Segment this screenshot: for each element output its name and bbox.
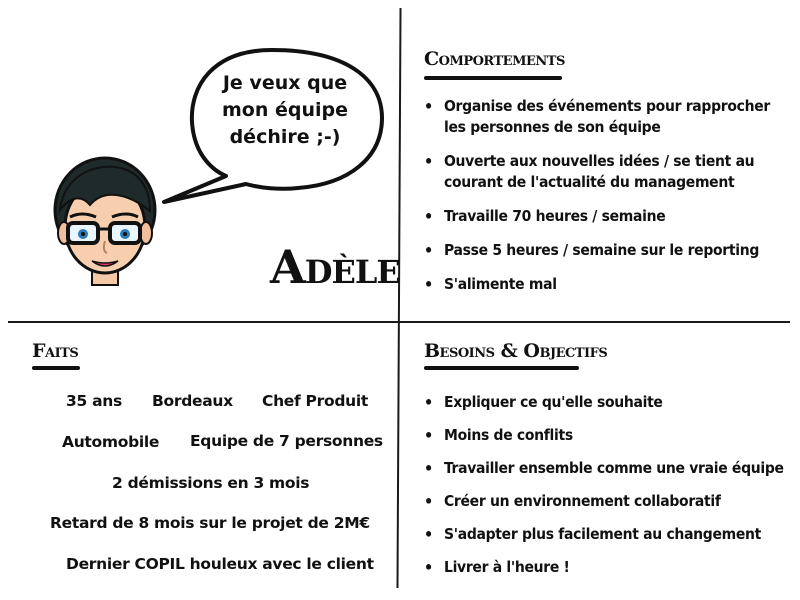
fact-item: Equipe de 7 personnes	[190, 432, 383, 450]
list-item: • Livrer à l'heure !	[422, 557, 792, 578]
fact-item: Bordeaux	[152, 392, 233, 410]
besoins-underline	[424, 366, 579, 370]
fact-item: Automobile	[62, 433, 160, 451]
fact-item: 2 démissions en 3 mois	[112, 474, 310, 492]
fact-item: Retard de 8 mois sur le projet de 2M€	[50, 514, 370, 532]
list-item: • Organise des événements pour rapprocher les personnes de son équipe	[422, 96, 792, 138]
besoins-list	[422, 392, 792, 578]
list-item: • Moins de conflits	[422, 425, 792, 446]
vertical-divider	[396, 8, 401, 588]
horizontal-divider	[8, 321, 790, 323]
fact-item: Chef Produit	[262, 392, 368, 410]
faits-title: Faits	[32, 340, 79, 362]
persona-name: Adèle	[270, 240, 400, 294]
speech-bubble-text: Je veux que mon équipe déchire ;-)	[221, 72, 348, 148]
fact-item: Dernier COPIL houleux avec le client	[66, 555, 374, 573]
list-item: • Passe 5 heures / semaine sur le reporting	[422, 240, 792, 261]
list-item: • S'adapter plus facilement au changement	[422, 524, 792, 545]
list-item: • S'alimente mal	[422, 274, 792, 295]
list-item: • Travailler ensemble comme une vraie équipe	[422, 458, 792, 479]
list-item: • Créer un environnement collaboratif	[422, 491, 792, 512]
list-item: • Ouverte aux nouvelles idées / se tient au courant de l'actualité du management	[422, 151, 792, 193]
avatar	[50, 155, 160, 295]
comportements-underline	[424, 76, 562, 80]
comportements-title: Comportements	[424, 48, 565, 70]
list-item: • Travaille 70 heures / semaine	[422, 206, 792, 227]
faits-underline	[32, 366, 80, 370]
comportements-list	[422, 96, 792, 295]
list-item: • Expliquer ce qu'elle souhaite	[422, 392, 792, 413]
fact-item: 35 ans	[66, 392, 122, 410]
besoins-title: Besoins & Objectifs	[424, 340, 608, 362]
